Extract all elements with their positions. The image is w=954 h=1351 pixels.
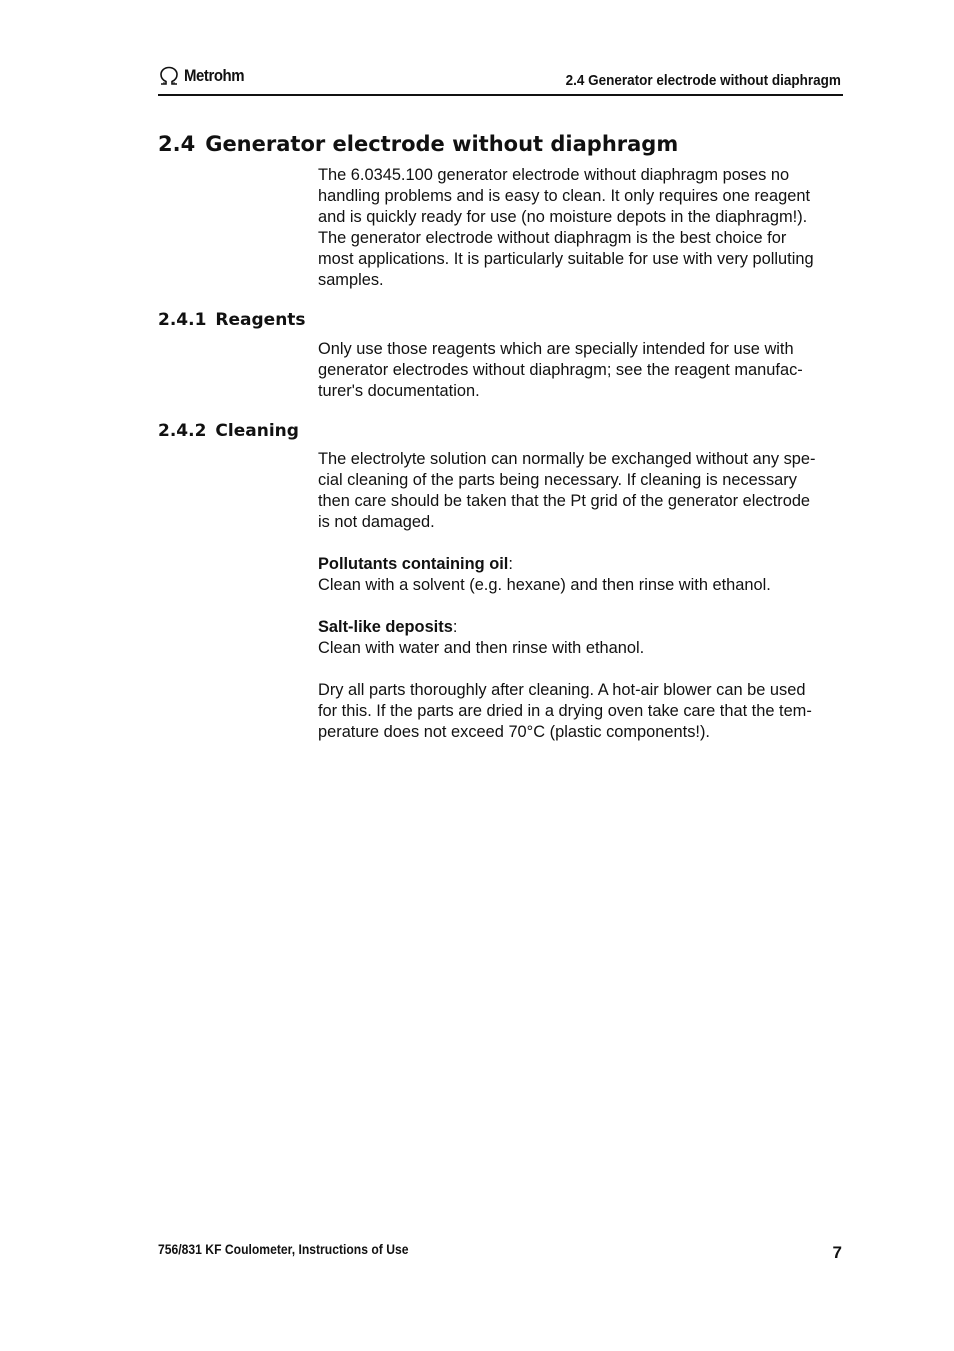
text-line: Dry all parts thoroughly after cleaning. A hot-air blower can be used [318,681,806,699]
text-line: most applications. It is particularly suitable for use with very polluting [318,250,814,268]
page-number: 7 [832,1243,842,1262]
section-heading [158,132,678,156]
oil-text: Clean with a solvent (e.g. hexane) and then rinse with ethanol. [318,576,771,594]
text-line: handling problems and is easy to clean. It only requires one reagent [318,187,811,205]
text-line: for this. If the parts are dried in a drying oven take care that the tem- [318,702,812,720]
section-title: Generator electrode without diaphragm [205,132,679,156]
text-line: then care should be taken that the Pt grid of the generator electrode [318,492,811,510]
text-line: samples. [318,271,384,289]
intro-paragraph [318,165,848,291]
text-line: is not damaged. [318,513,435,531]
salt-label: Salt-like deposits [318,618,453,636]
text-line: The generator electrode without diaphragm is the best choice for [318,229,787,247]
subsection-title: Reagents [215,310,306,330]
salt-text: Clean with water and then rinse with ethanol. [318,639,645,657]
subsection-number: 2.4.2 [158,421,207,441]
reagents-paragraph [318,339,848,402]
section-number: 2.4 [158,132,196,156]
header-section-title: 2.4 Generator electrode without diaphragm [565,72,841,89]
text-line: Only use those reagents which are specially intended for use with [318,340,794,358]
oil-instruction [318,554,848,596]
omega-icon [158,66,180,86]
text-line: turer's documentation. [318,382,480,400]
subsection-heading-reagents [158,310,306,330]
drying-paragraph [318,680,848,743]
salt-instruction [318,617,848,659]
brand-logo [158,66,252,86]
salt-colon: : [452,618,458,636]
footer-document-title: 756/831 KF Coulometer, Instructions of Use [158,1242,409,1257]
text-line: The electrolyte solution can normally be exchanged without any spe- [318,450,816,468]
subsection-number: 2.4.1 [158,310,207,330]
subsection-heading-cleaning [158,421,299,441]
text-line: perature does not exceed 70°C (plastic components!). [318,723,710,741]
cleaning-paragraph [318,449,848,533]
text-line: generator electrodes without diaphragm; see the reagent manufac- [318,361,803,379]
oil-colon: : [508,555,513,573]
subsection-title: Cleaning [215,421,299,441]
page-header [158,64,843,96]
logo-text: Metrohm [184,66,245,85]
text-line: The 6.0345.100 generator electrode without diaphragm poses no [318,166,790,184]
oil-label: Pollutants containing oil [318,555,509,573]
text-line: cial cleaning of the parts being necessary. If cleaning is necessary [318,471,797,489]
text-line: and is quickly ready for use (no moisture depots in the diaphragm!). [318,208,808,226]
